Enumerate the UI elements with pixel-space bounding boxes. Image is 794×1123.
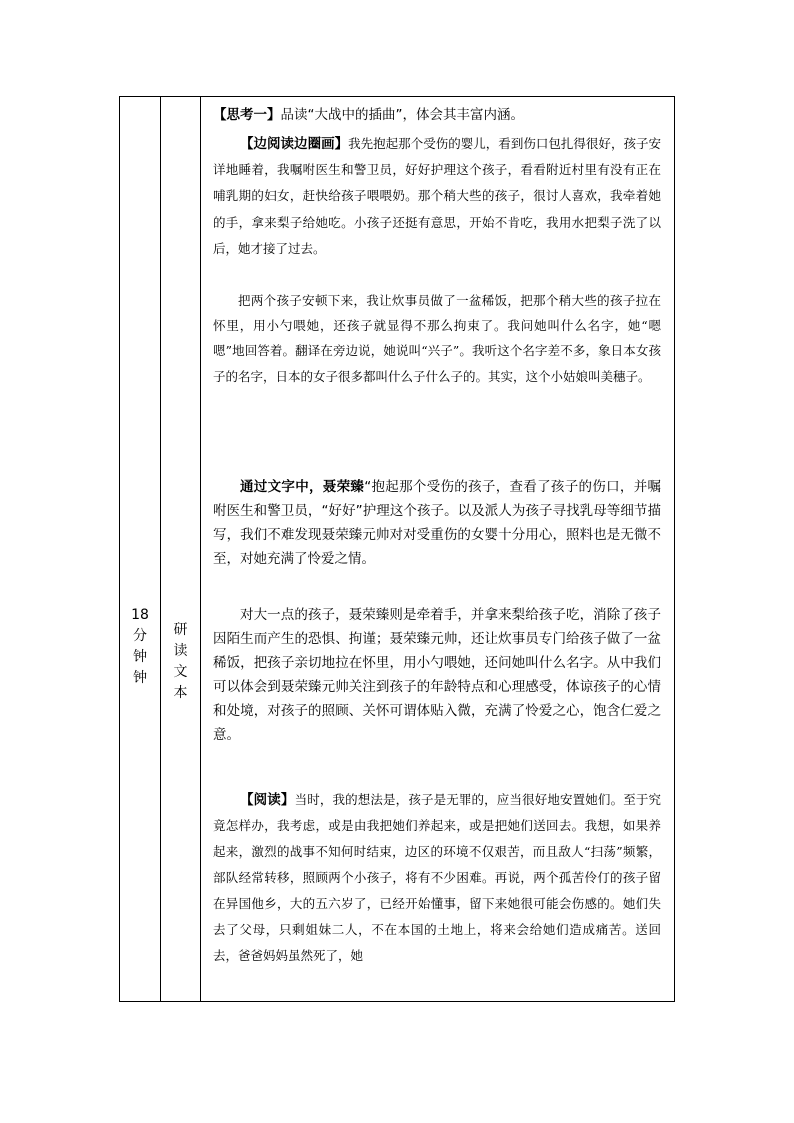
reading-label: 【边阅读边圈画】 <box>240 136 349 152</box>
reading-paragraph-2: 把两个孩子安顿下来，我让炊事员做了一盆稀饭，把那个稍大些的孩子拉在怀里，用小勺喂她，还孩子就显得不那么拘束了。我问她叫什么名字，她“嗯嗯”地回答着。翻译在旁边说，她说叫“兴子”。我听这个名字差不多，象日本女孩子的名字，日本的女子很多都叫什么子什么子的。其实，这个小姑娘叫美穗子。 <box>213 293 661 384</box>
reading2-label: 【阅读】 <box>240 792 295 808</box>
content-column <box>201 97 674 1001</box>
reading-paragraph-1 <box>213 131 661 262</box>
think-question <box>213 105 661 125</box>
analysis-paragraph-2: 对大一点的孩子，聂荣臻则是牵着手，并拿来梨给孩子吃，消除了孩子因陌生而产生的恐惧、拘谨；聂荣臻元帅，还让炊事员专门给孩子做了一盆稀饭，把孩子亲切地拉在怀里，用小勺喂她，还问她叫什么名字。从中我们可以体会到聂荣臻元帅关注到孩子的年龄特点和心理感受，体谅孩子的心情和处境，对孩子的照顾、关怀可谓体贴入微，充满了怜爱之心，饱含仁爱之意。 <box>213 607 661 743</box>
analysis-bold: 通过文字中，聂荣臻 <box>240 479 365 495</box>
analysis-text-1: “抱起那个受伤的孩子，查看了孩子的伤口，并嘱咐医生和警卫员，“好好”护理这个孩子。以及派人为孩子寻找乳母等细节描写，我们不难发现聂荣臻元帅对对受重伤的女婴十分用心，照料也是无微不至，对她充满了怜爱之情。 <box>213 479 661 567</box>
think-text: 品读“大战中的插曲”，体会其丰富内涵。 <box>280 107 524 123</box>
stage-column <box>161 97 201 1001</box>
think-label: 【思考一】 <box>213 107 281 123</box>
analysis-paragraph-1 <box>213 475 661 571</box>
reading2-paragraph <box>213 787 661 969</box>
stage-label: 研 读 文 本 <box>173 622 188 701</box>
time-column <box>120 97 161 1001</box>
reading-text-1: 我先抱起那个受伤的婴儿，看到伤口包扎得很好，孩子安详地睡着，我嘱咐医生和警卫员，好好护理这个孩子，看看附近村里有没有正在哺乳期的妇女，赶快给孩子喂喂奶。那个稍大些的孩子，很讨人喜欢，我牵着她的手，拿来梨子给她吃。小孩子还挺有意思，开始不肯吃，我用水把梨子洗了以后，她才接了过去。 <box>213 136 661 256</box>
reading2-text: 当时，我的想法是，孩子是无罪的，应当很好地安置她们。至于究竟怎样办，我考虑，或是由我把她们养起来，或是把她们送回去。我想，如果养起来，激烈的战事不知何时结束，边区的环境不仅艰苦，而且敌人“扫荡”频繁，部队经常转移，照顾两个小孩子，将有不少困难。再说，两个孤苦伶仃的孩子留在异国他乡，大的五六岁了，已经开始懂事，留下来她很可能会伤感的。她们失去了父母，只剩姐妹二人，不在本国的土地上，将来会给她们造成痛苦。送回去，爸爸妈妈虽然死了，她 <box>213 792 661 963</box>
time-label: 18 分 钟 钟 <box>131 607 149 686</box>
lesson-table <box>119 96 675 1002</box>
